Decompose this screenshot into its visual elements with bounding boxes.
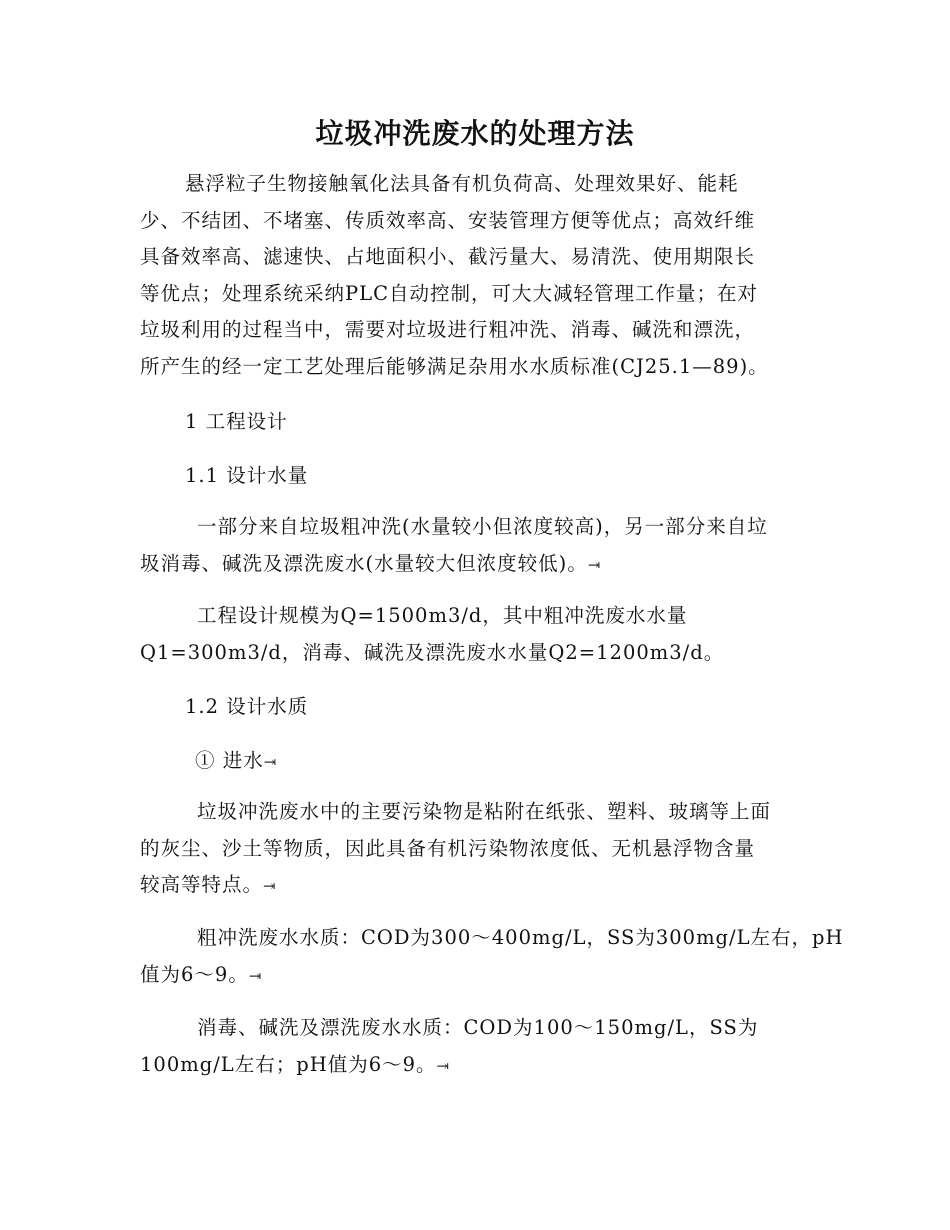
paragraph-line: 粗冲洗废水水质：COD为300～400mg/L，SS为300mg/L左右，pH: [197, 926, 844, 949]
design-scale-paragraph: [140, 598, 810, 671]
paragraph-line: 具备效率高、滤速快、占地面积小、截污量大、易清洗、使用期限长: [140, 245, 756, 268]
paragraph-mark: ⇥: [263, 877, 276, 895]
paragraph-line: 所产生的经一定工艺处理后能够满足杂用水水质标准(CJ25.1—89)。: [140, 354, 769, 378]
paragraph-line: 一部分来自垃圾粗冲洗(水量较小但浓度较高)，另一部分来自垃: [197, 515, 768, 538]
subsection-heading: 1.2 设计水质: [185, 695, 309, 718]
section-heading: 1 工程设计: [185, 410, 288, 433]
paragraph-line: 垃圾利用的过程当中，需要对垃圾进行粗冲洗、消毒、碱洗和漂洗，: [140, 318, 756, 341]
pollutants-paragraph: [140, 794, 810, 905]
paragraph-line: 少、不结团、不堵塞、传质效率高、安装管理方便等优点；高效纤维: [140, 208, 756, 232]
paragraph-line: 圾消毒、碱洗及漂洗废水(水量较大但浓度较低)。⇥: [140, 551, 601, 575]
paragraph-mark: ⇥: [436, 1056, 450, 1075]
paragraph-line: 工程设计规模为Q=1500m3/d，其中粗冲洗废水水量: [197, 604, 688, 627]
subsection-heading: 1.1 设计水量: [185, 464, 309, 487]
paragraph-line: 等优点；处理系统采纳PLC自动控制，可大大减轻管理工作量；在对: [140, 281, 758, 305]
intro-paragraph: [140, 166, 810, 385]
paragraph-line: 值为6～9。⇥: [140, 962, 262, 986]
paragraph-line: 100mg/L左右；pH值为6～9。⇥: [140, 1052, 450, 1076]
paragraph-mark: ⇥: [263, 753, 277, 771]
paragraph-line: 较高等特点。⇥: [140, 873, 276, 896]
water-source-paragraph: [140, 509, 810, 583]
paragraph-line: 垃圾冲洗废水中的主要污染物是粘附在纸张、塑料、玻璃等上面: [197, 800, 772, 823]
paragraph-line: 消毒、碱洗及漂洗废水水质：COD为100～150mg/L，SS为: [197, 1016, 759, 1039]
paragraph-mark: ⇥: [587, 555, 601, 574]
rough-quality-paragraph: [140, 920, 844, 994]
paragraph-line: 的灰尘、沙土等物质，因此具备有机污染物浓度低、无机悬浮物含量: [140, 836, 756, 860]
paragraph-mark: ⇥: [248, 966, 262, 985]
document-title: 垃圾冲洗废水的处理方法: [315, 117, 635, 150]
paragraph-line: 悬浮粒子生物接触氧化法具备有机负荷高、处理效果好、能耗: [185, 172, 739, 195]
inflow-label: ① 进水⇥: [195, 749, 277, 772]
rinse-quality-paragraph: [140, 1010, 810, 1084]
paragraph-line: Q1=300m3/d，消毒、碱洗及漂洗废水水量Q2=1200m3/d。: [140, 640, 725, 664]
